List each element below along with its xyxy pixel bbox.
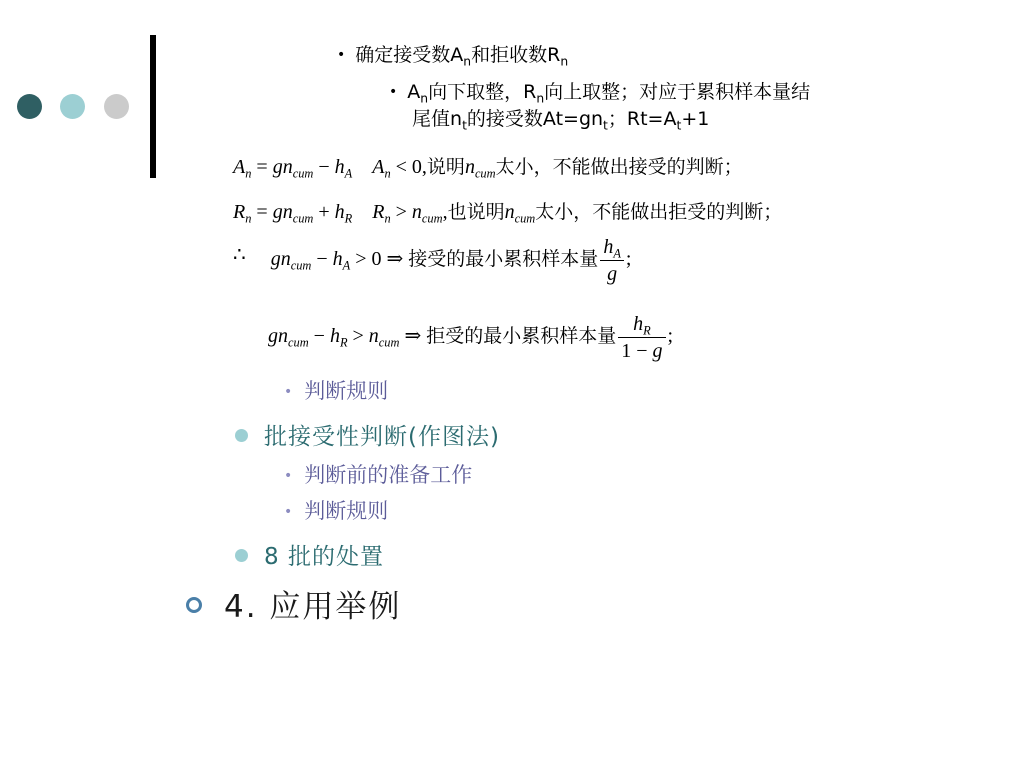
bullet-rounding-rule: • $A_n$向下取整，$R_n$向上取整；对应于累积样本量结 — [389, 81, 811, 106]
bullet-dot — [235, 429, 248, 442]
list-item-preparation: • 判断前的准备工作 — [284, 463, 473, 487]
list-item-judgment-rule: • 判断规则 — [284, 379, 389, 403]
bullet-mark: • — [337, 47, 346, 63]
formula-min-accept-sample: ∴ $gn_{cum} - h_A > 0$ ⇒ 接受的最小累积样本量 $\frac{h_A}{g}$ ; — [233, 236, 632, 285]
decor-dot-dark — [17, 94, 42, 119]
bullet-mark: • — [284, 504, 293, 520]
decor-dot-grey — [104, 94, 129, 119]
bullet-mark: • — [284, 468, 293, 484]
list-item-application-example: 4. 应用举例 — [186, 581, 401, 626]
bullet-mark: • — [284, 384, 293, 400]
bullet-determine-counts: • 确定接受数$A_n$和拒收数$R_n$ — [337, 44, 569, 69]
ring-bullet-icon — [186, 597, 202, 613]
formula-accept-number: $A_n = gn_{cum} - h_A$ $A_n < 0$,说明$n_{cum}$太小，不能做出接受的判断； — [233, 156, 743, 181]
formula-reject-number: $R_n = gn_{cum} + h_R$ $R_n > n_{cum}$,也说明$n_{cum}$太小，不能做出拒受的判断； — [233, 201, 783, 226]
list-item-batch-acceptance: 批接受性判断(作图法) — [235, 418, 500, 451]
decor-dot-teal — [60, 94, 85, 119]
formula-min-reject-sample: $gn_{cum} - h_R > n_{cum}$ ⇒ 拒受的最小累积样本量 $\frac{h_R}{1 - g}$ ; — [268, 313, 674, 362]
bullet-rounding-rule-cont: 尾值$n_t$的接受数$At=gn_t$；$Rt=A_t+1$ — [412, 108, 710, 133]
decor-vertical-bar — [150, 35, 156, 178]
bullet-mark: • — [389, 84, 398, 100]
bullet-dot — [235, 549, 248, 562]
list-item-batch-disposal: 8 批的处置 — [235, 538, 384, 571]
list-item-judgment-rule-2: • 判断规则 — [284, 499, 389, 523]
